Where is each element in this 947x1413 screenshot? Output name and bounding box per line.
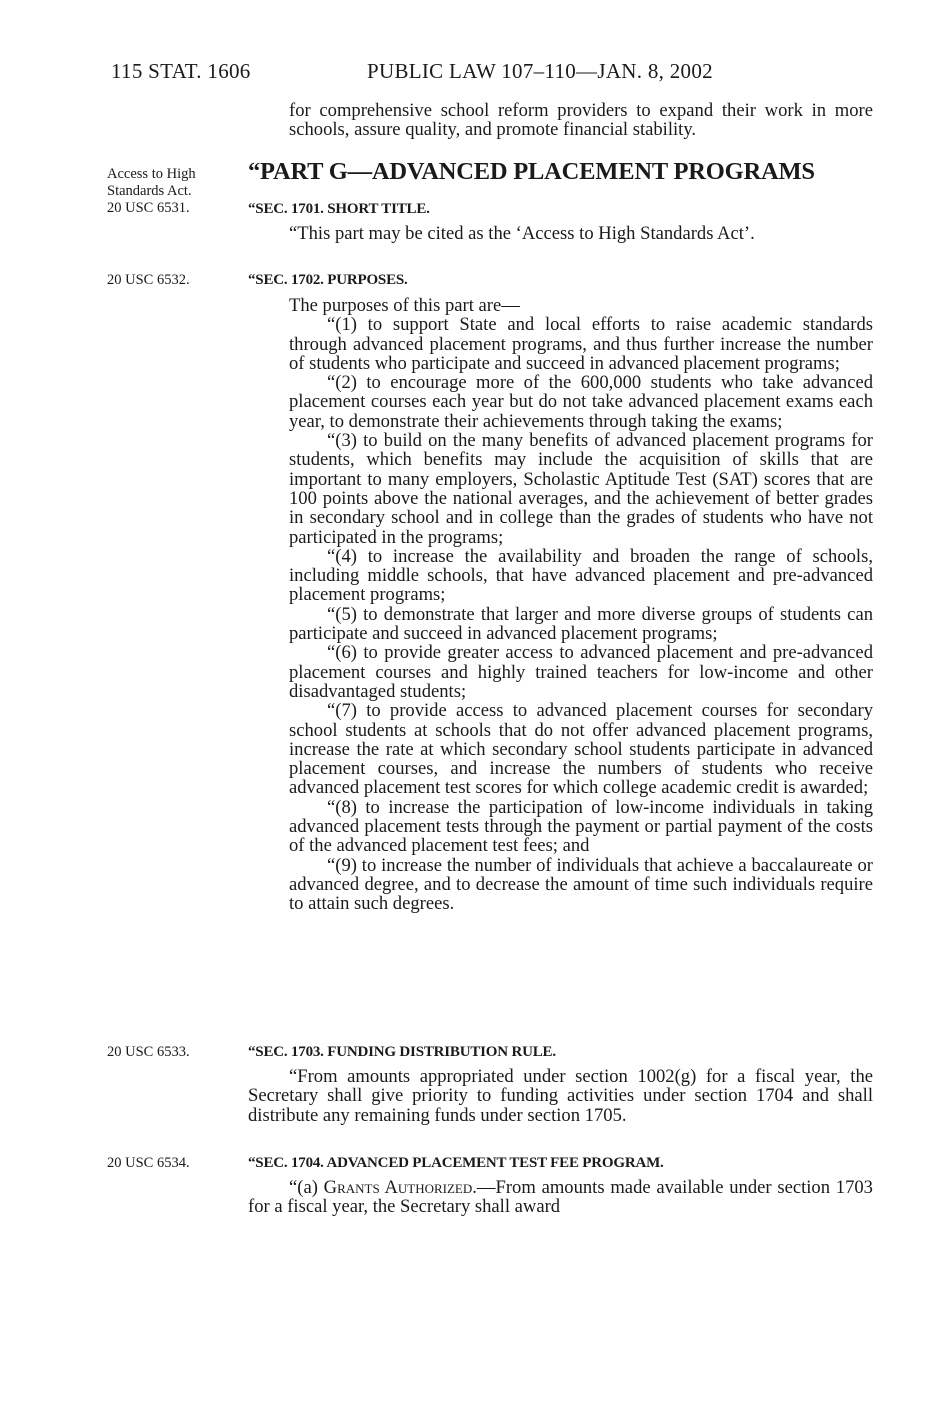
margin-note-usc-6534: 20 USC 6534.: [107, 1155, 190, 1171]
header-title: PUBLIC LAW 107–110—JAN. 8, 2002: [367, 59, 713, 83]
section-1704-body: [248, 1178, 873, 1217]
purpose-item-8: “(8) to increase the participation of low-income individuals in taking advanced placement tests through the payment or partial payment of the costs of the advanced placement test fees; and: [289, 796, 873, 857]
purpose-item-9: “(9) to increase the number of individuals that achieve a baccalaureate or advanced degree, and to decrease the amount of time such individuals require to attain such degrees.: [289, 854, 873, 915]
margin-note-usc-6532: 20 USC 6532.: [107, 272, 190, 288]
page-reference: 115 STAT. 1606: [111, 59, 251, 83]
purpose-item-2: “(2) to encourage more of the 600,000 students who take advanced placement courses each year but do not take advanced placement exams each year, to demonstrate their achievements through taking the exams;: [289, 372, 873, 432]
section-1703-body: [248, 1067, 873, 1125]
part-heading: “PART G—ADVANCED PLACEMENT PROGRAMS: [248, 158, 815, 185]
section-heading-1704: “SEC. 1704. ADVANCED PLACEMENT TEST FEE PROGRAM.: [248, 1155, 664, 1171]
section-1703-text: “From amounts appropriated under section 1002(g) for a fiscal year, the Secretary shall give priority to funding activities under section 1704 and shall distribute any remaining funds under section 1705.: [248, 1066, 873, 1126]
section-1701-body: [248, 224, 873, 243]
intro-text: for comprehensive school reform providers to expand their work in more schools, assure quality, and promote financial stability.: [289, 100, 873, 141]
purpose-item-1: “(1) to support State and local efforts to raise academic standards through advanced placement programs, and thus further increase the number of students who participate and succeed in advanced placement programs;: [289, 314, 873, 374]
purpose-item-7: “(7) to provide access to advanced placement courses for secondary school students at schools that do not offer advanced placement programs, increase the rate at which secondary school students participate in advanced placement courses, and increase the numbers of students who receive advanced placement test scores for which college academic credit is awarded;: [289, 700, 873, 799]
purpose-item-4: “(4) to increase the availability and broaden the range of schools, including middle schools, that have advanced placement and pre-advanced placement programs;: [289, 545, 873, 606]
section-heading-1701: “SEC. 1701. SHORT TITLE.: [248, 201, 430, 217]
purposes-lead: The purposes of this part are—: [289, 295, 520, 316]
purpose-item-6: “(6) to provide greater access to advanced placement and pre-advanced placement courses and highly trained teachers for low-income and other disadvantaged students;: [289, 642, 873, 702]
subsection-text: .—From amounts made available under section 1703 for a fiscal year, the Secretary shall award: [248, 1177, 873, 1218]
margin-note-access-title: Access to High Standards Act.: [107, 166, 196, 199]
margin-note-usc-6533: 20 USC 6533.: [107, 1044, 190, 1060]
purpose-item-5: “(5) to demonstrate that larger and more diverse groups of students can participate and succeed in advanced placement programs;: [289, 603, 873, 645]
section-1701-text: “This part may be cited as the ‘Access to High Standards Act’.: [289, 223, 755, 244]
section-1702-body: [289, 296, 873, 914]
section-1704-text: [248, 1178, 873, 1217]
subsection-title: Grants Authorized: [323, 1177, 473, 1198]
section-heading-1702: “SEC. 1702. PURPOSES.: [248, 272, 408, 288]
purpose-item-3: “(3) to build on the many benefits of advanced placement programs for students, which benefits may include the acquisition of skills that are important to many employers, Scholastic Aptitude Test (SAT) scores that are 100 points above the national averages, and the achievement of better grades in secondary school and in college than the grades of students who have not participated in the programs;: [289, 430, 873, 548]
margin-note-usc-6531: 20 USC 6531.: [107, 200, 190, 216]
intro-paragraph: [289, 101, 873, 140]
subsection-label: “(a): [289, 1177, 324, 1198]
section-heading-1703: “SEC. 1703. FUNDING DISTRIBUTION RULE.: [248, 1044, 556, 1060]
